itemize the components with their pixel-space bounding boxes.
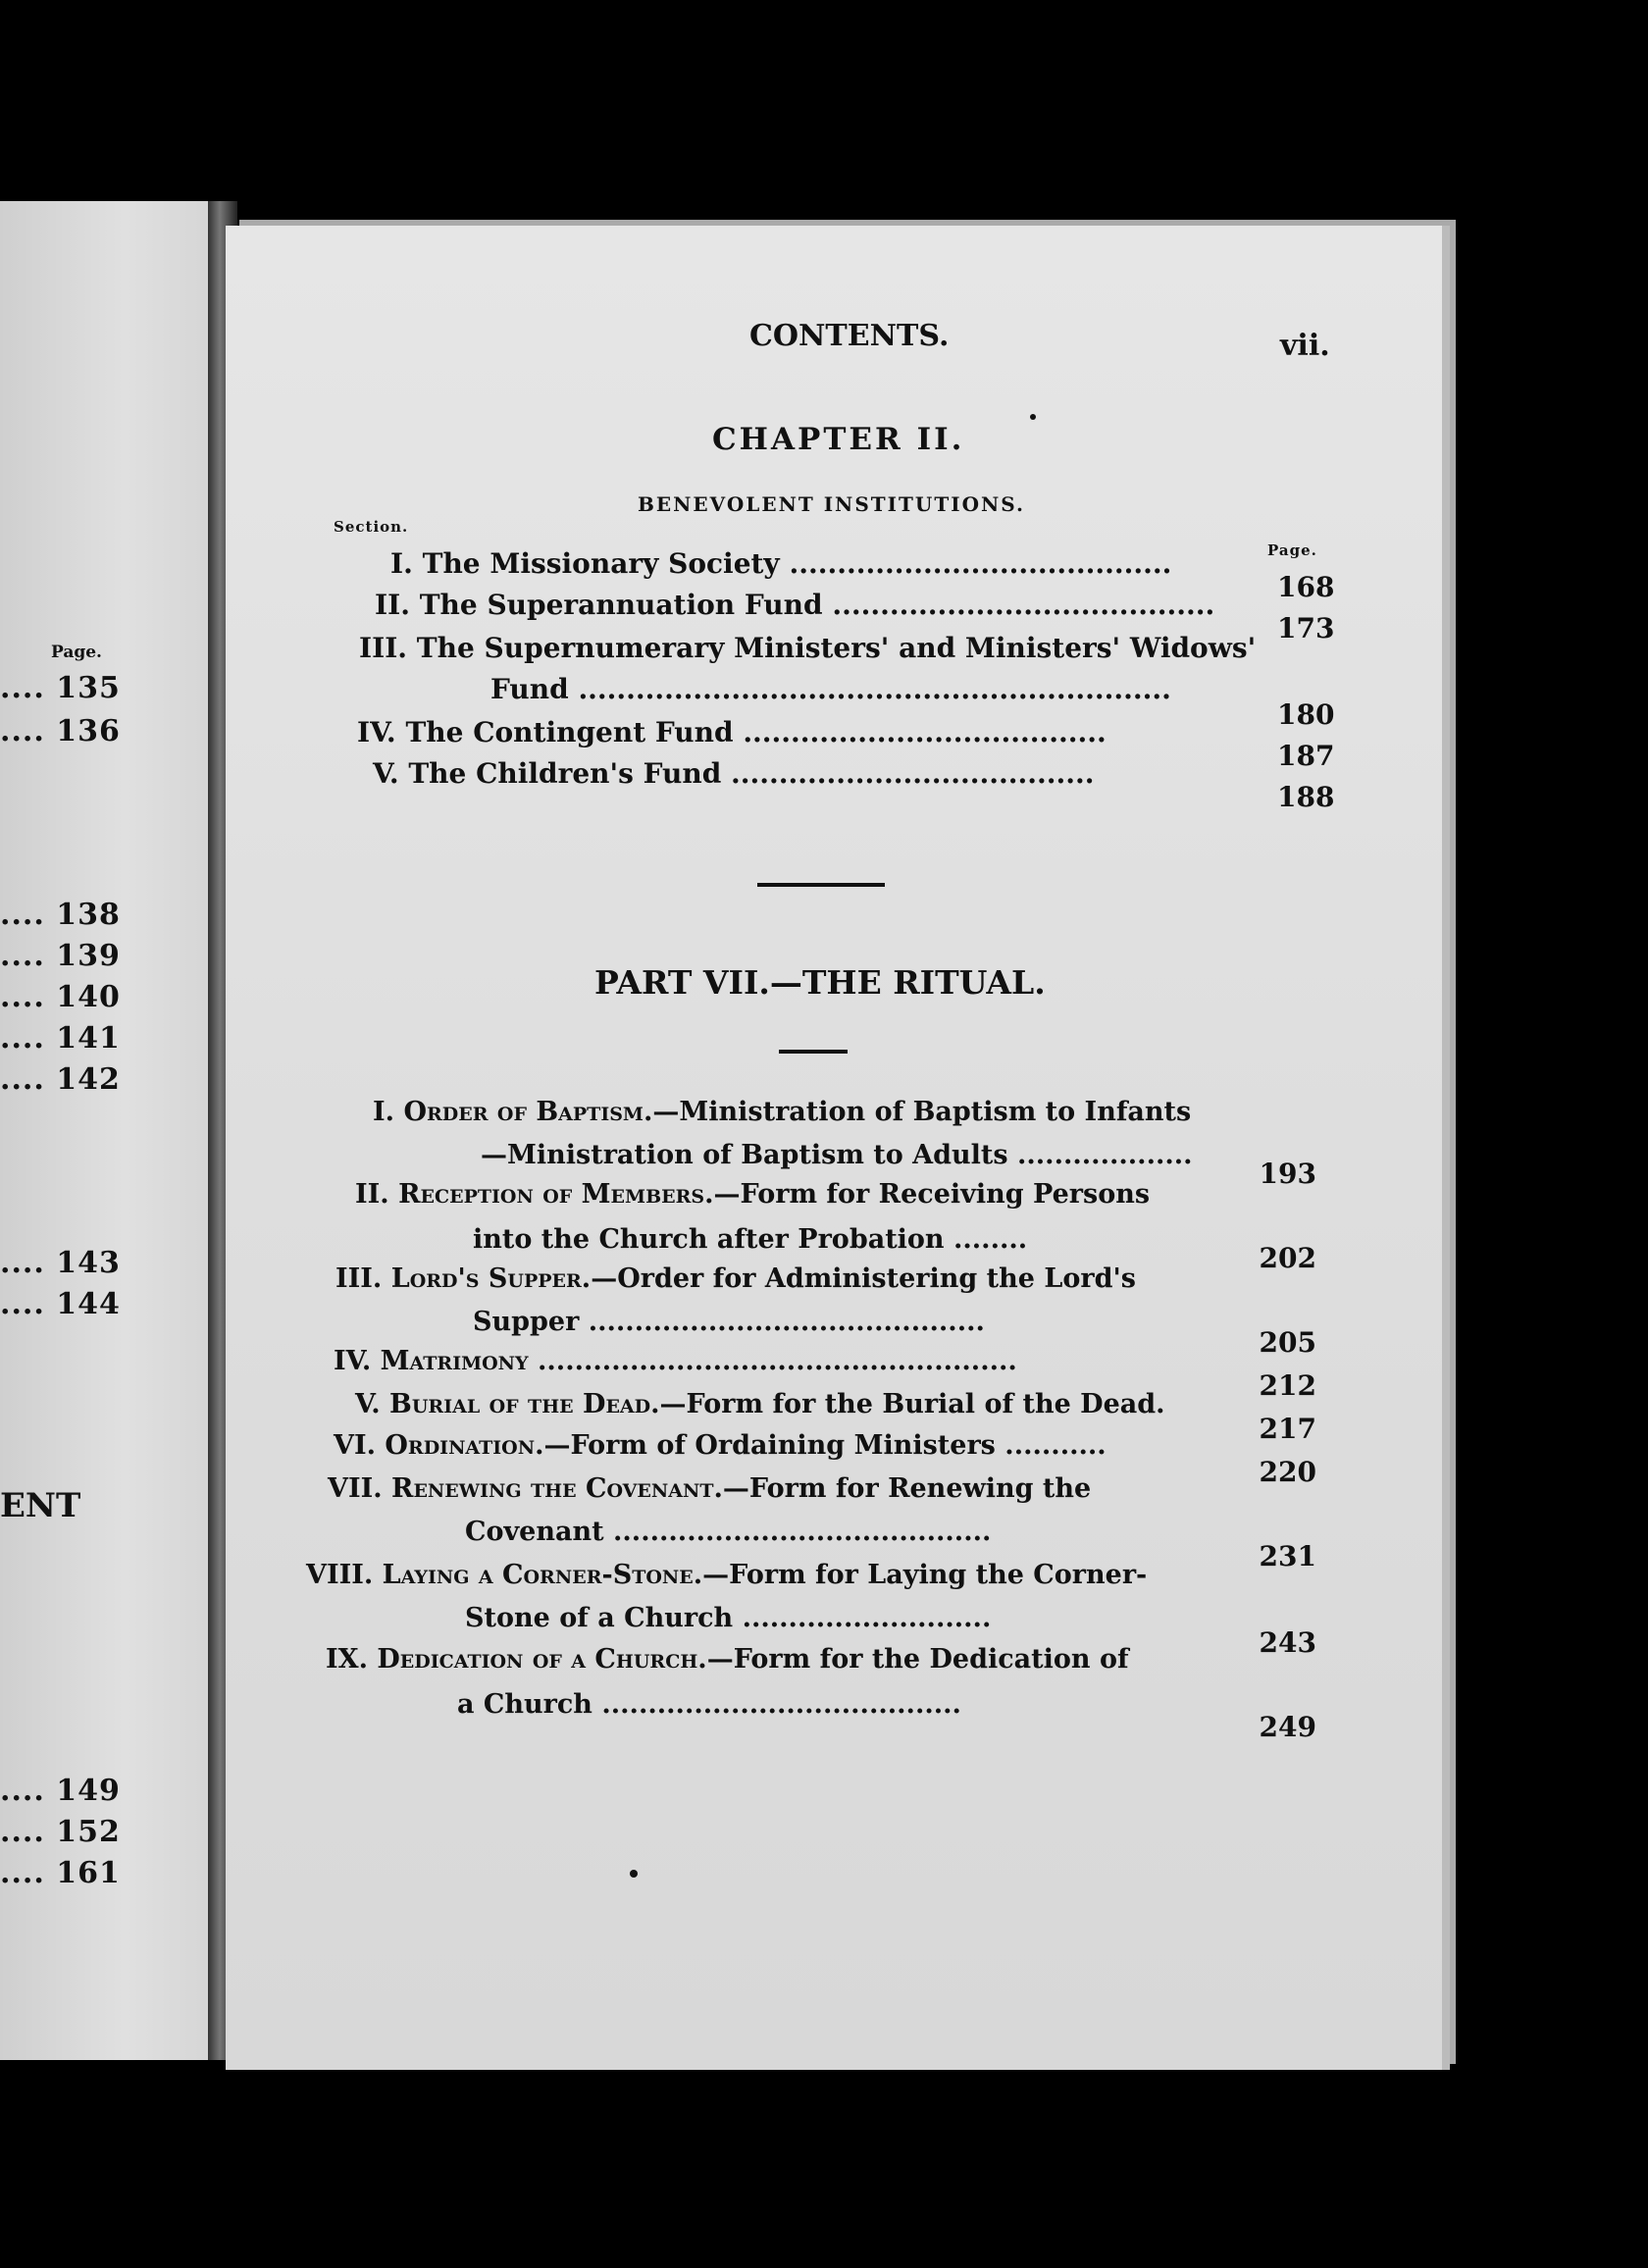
left-entry: .... 143	[0, 1246, 121, 1280]
page-number: vii.	[1280, 329, 1330, 363]
toc-entry: I. Order of Baptism.—Ministration of Baptism to Infants	[373, 1097, 1192, 1127]
toc-entry: IX. Dedication of a Church.—Form for the Dedication of	[326, 1644, 1129, 1675]
left-entry: .... 152	[0, 1815, 121, 1849]
chapter-subtitle: BENEVOLENT INSTITUTIONS.	[638, 492, 1025, 516]
section-label: Section.	[334, 518, 409, 536]
toc-page-number: 193	[1259, 1158, 1316, 1190]
toc-entry: IV. The Contingent Fund ......................................	[357, 716, 1107, 748]
left-entry: .... 135	[0, 671, 121, 705]
ink-spot	[1030, 414, 1036, 420]
left-entry: .... 139	[0, 939, 121, 973]
toc-entry: VI. Ordination.—Form of Ordaining Ministers ...........	[334, 1430, 1107, 1461]
toc-entry: V. Burial of the Dead.—Form for the Burial of the Dead.	[355, 1389, 1165, 1419]
left-entry: .... 142	[0, 1062, 121, 1097]
page-column-label: Page.	[1267, 541, 1317, 559]
toc-entry-continued: Covenant .........................................	[465, 1517, 992, 1547]
toc-entry: II. Reception of Members.—Form for Receiving Persons	[355, 1179, 1151, 1210]
toc-entry-continued: into the Church after Probation ........	[473, 1224, 1028, 1255]
toc-entry: III. The Supernumerary Ministers' and Ministers' Widows'	[359, 632, 1257, 664]
ink-spot	[630, 1870, 638, 1878]
left-entry: .... 149	[0, 1774, 121, 1808]
toc-entry-continued: Supper ...........................................	[473, 1307, 985, 1337]
toc-page-number: 202	[1259, 1242, 1316, 1274]
toc-entry: V. The Children's Fund ......................................	[373, 757, 1095, 790]
toc-entry: VII. Renewing the Covenant.—Form for Renewing the	[328, 1473, 1092, 1504]
left-entry: .... 138	[0, 898, 121, 932]
left-entry: .... 141	[0, 1021, 121, 1056]
toc-page-number: 168	[1277, 571, 1335, 603]
toc-page-number: 243	[1259, 1626, 1316, 1659]
toc-page-number: 187	[1277, 740, 1335, 772]
left-page-label: Page.	[51, 643, 102, 662]
left-entry: .... 140	[0, 980, 121, 1014]
toc-entry: III. Lord's Supper.—Order for Administering the Lord's	[335, 1263, 1136, 1294]
toc-page-number: 188	[1277, 781, 1335, 813]
toc-page-number: 249	[1259, 1711, 1316, 1743]
section-divider	[779, 1050, 848, 1054]
left-entry: .... 144	[0, 1287, 121, 1321]
toc-page-number: 212	[1259, 1369, 1316, 1402]
toc-entry-continued: Stone of a Church ...........................	[465, 1603, 992, 1633]
toc-page-number: 220	[1259, 1456, 1316, 1488]
chapter-title: CHAPTER II.	[712, 422, 965, 457]
toc-page-number: 231	[1259, 1540, 1316, 1572]
toc-entry: VIII. Laying a Corner-Stone.—Form for Laying the Corner-	[306, 1560, 1148, 1590]
toc-entry-continued: a Church .......................................	[457, 1689, 961, 1720]
toc-page-number: 180	[1277, 698, 1335, 731]
left-entry: .... 161	[0, 1856, 121, 1890]
toc-entry: II. The Superannuation Fund ........................................	[375, 589, 1215, 621]
toc-entry: I. The Missionary Society ........................................	[390, 547, 1172, 580]
toc-entry: IV. Matrimony ....................................................	[334, 1346, 1017, 1376]
toc-page-number: 217	[1259, 1413, 1316, 1445]
toc-page-number: 173	[1277, 612, 1335, 644]
toc-entry-continued: Fund ..............................................................	[490, 673, 1171, 705]
left-partial-word: ENT	[0, 1486, 81, 1525]
left-entry: .... 136	[0, 714, 121, 748]
toc-page-number: 205	[1259, 1326, 1316, 1359]
running-header: CONTENTS.	[749, 319, 950, 353]
section-divider	[757, 883, 885, 887]
toc-entry-continued: —Ministration of Baptism to Adults ...................	[481, 1140, 1193, 1170]
part-title: PART VII.—THE RITUAL.	[594, 963, 1046, 1002]
